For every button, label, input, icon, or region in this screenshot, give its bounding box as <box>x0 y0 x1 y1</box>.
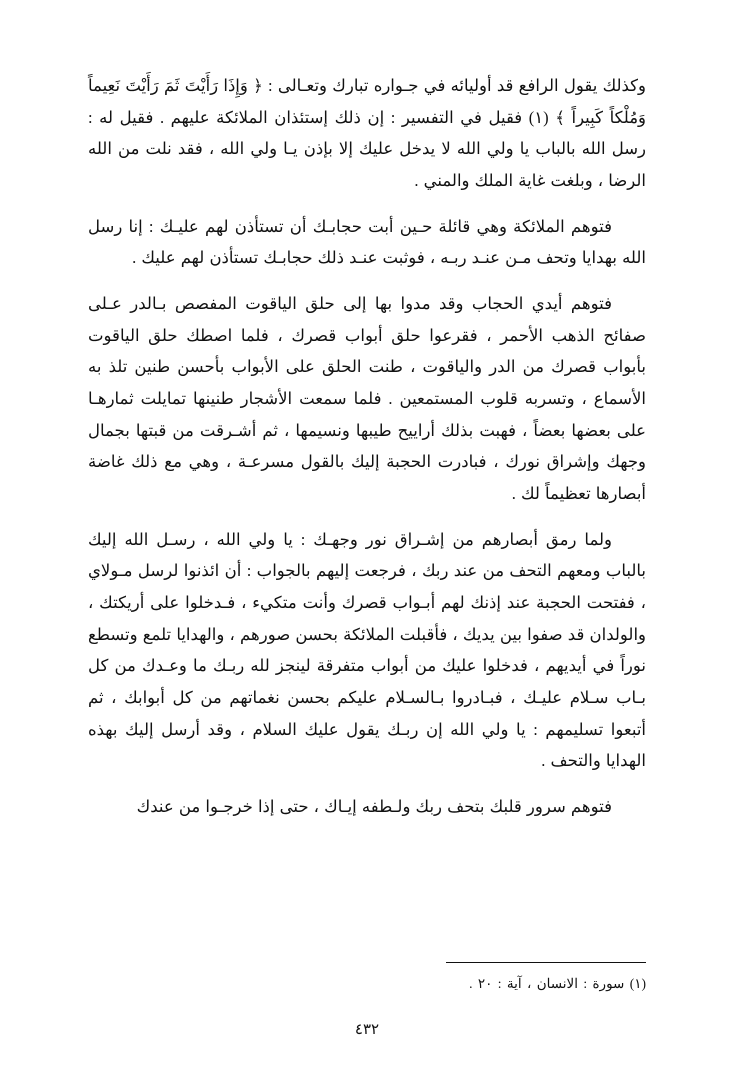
paragraph-5 <box>88 791 646 823</box>
paragraph-4-line-5: والهدايا تلمع وتسطع نوراً في أيديهم ، فدخلوا عليك من أبواب متفرقة لينجز لله <box>88 624 646 676</box>
footnote-section <box>88 962 646 995</box>
paragraph-1-line-3: فقيل له : رسل الله بالباب يا ولي الله لا يدخل عليك إلا بإذن يـا ولي الله ، فقد <box>88 107 647 159</box>
paragraph-1 <box>88 70 646 197</box>
paragraph-3-line-7: ذلك غاضة أبصارها تعظيماً لك . <box>88 452 646 504</box>
paragraph-1-line-1: وكذلك يقول الرافع قد أوليائه في جـواره تبارك وتعـالى : ﴿ وَإِذَا رَأَيْتَ ثَمَ رَأَيْتَ <box>125 76 646 95</box>
paragraph-4-line-6: ربـك ما وعـدك من كل بـاب سـلام عليـك ، فبـادروا بـالسـلام عليكم بحسن <box>88 656 647 708</box>
paragraph-4-line-8: السلام ، وقد أرسل إليك بهذه الهدايا والتحف . <box>88 719 646 771</box>
paragraph-4 <box>88 524 646 777</box>
footnote-text: سورة : الانسان ، آية : ٢٠ . <box>469 976 625 992</box>
paragraph-1-line-2: نَعِيماً وَمُلْكاً كَبِيراً ﴾ (١) فقيل في التفسير : إن ذلك إستئذان الملائكة عليهم . <box>88 76 646 127</box>
page-number: ٤٣٢ <box>354 1022 380 1038</box>
paragraph-3-line-3: بأبواب قصرك من الدر والياقوت ، طنت الحلق على الأبواب بأحسن طنين تلذ به <box>88 357 646 377</box>
paragraph-4-line-3: مـولاي ، ففتحت الحجبة عند إذنك لهم أبـواب قصرك وأنت متكيء ، فـدخلوا <box>88 561 647 613</box>
page-body <box>88 70 646 823</box>
footnote-separator <box>446 962 646 964</box>
paragraph-3-line-6: بجمال وجهك وإشراق نورك ، فبادرت الحجبة إليك بالقول مسرعـة ، وهي مع <box>88 420 647 472</box>
footnote-marker: (١) <box>629 976 646 992</box>
paragraph-2-line-1: فتوهم الملائكة وهي قائلة حـين أبت حجابـك أن تستأذن لهم عليـك : إنا <box>128 216 612 236</box>
paragraph-4-line-4: على أريكتك ، والولدان قد صفوا بين يديك ، فأقبلت الملائكة بحسن صورهم ، <box>88 593 646 644</box>
paragraph-4-line-7: نغماتهم من كل أبوابك ، ثم أتبعوا تسليمهم : يا ولي الله إن ربـك يقول عليك <box>88 688 647 739</box>
paragraph-3-line-5: على بعضها بعضاً ، فهبت بذلك أراييح طيبها ونسيمها ، ثم أشـرقت من قبتها <box>135 420 646 440</box>
paragraph-3 <box>88 288 646 510</box>
paragraph-1-line-4: نلت من الله الرضا ، وبلغت غاية الملك والمني . <box>88 139 646 191</box>
paragraph-2-line-3: عليك . <box>132 248 176 268</box>
paragraph-3-line-1: فتوهم أيدي الحجاب وقد مدوا بها إلى حلق الياقوت المفصص بـالدر عـلى <box>88 294 612 314</box>
paragraph-5-line-1: فتوهم سرور قلبك بتحف ربك ولـطفه إيـاك ، حتى إذا خرجـوا من عندك <box>136 797 612 817</box>
paragraph-3-line-2: صفائح الذهب الأحمر ، فقرعوا حلق أبواب قصرك ، فلما اصطك حلق الياقوت <box>88 325 646 345</box>
footnote-1 <box>88 973 646 995</box>
paragraph-2-line-2: رسل الله بهدايا وتحف مـن عنـد ربـه ، فوثبت عنـد ذلك حجابـك تستأذن لهم <box>88 216 646 268</box>
paragraph-4-line-2: بالباب ومعهم التحف من عند ربك ، فرجعت إليهم بالجواب : أن ائذنوا لرسل <box>137 561 647 581</box>
paragraph-2 <box>88 211 646 274</box>
paragraph-3-line-4: الأسماع ، وتسربه قلوب المستمعين . فلما سمعت الأشجار طنينها تمايلت ثمارهـا <box>88 389 646 409</box>
paragraph-4-line-1: ولما رمق أبصارهم من إشـراق نور وجهـك : يا ولي الله ، رسـل الله إليك <box>88 529 612 549</box>
